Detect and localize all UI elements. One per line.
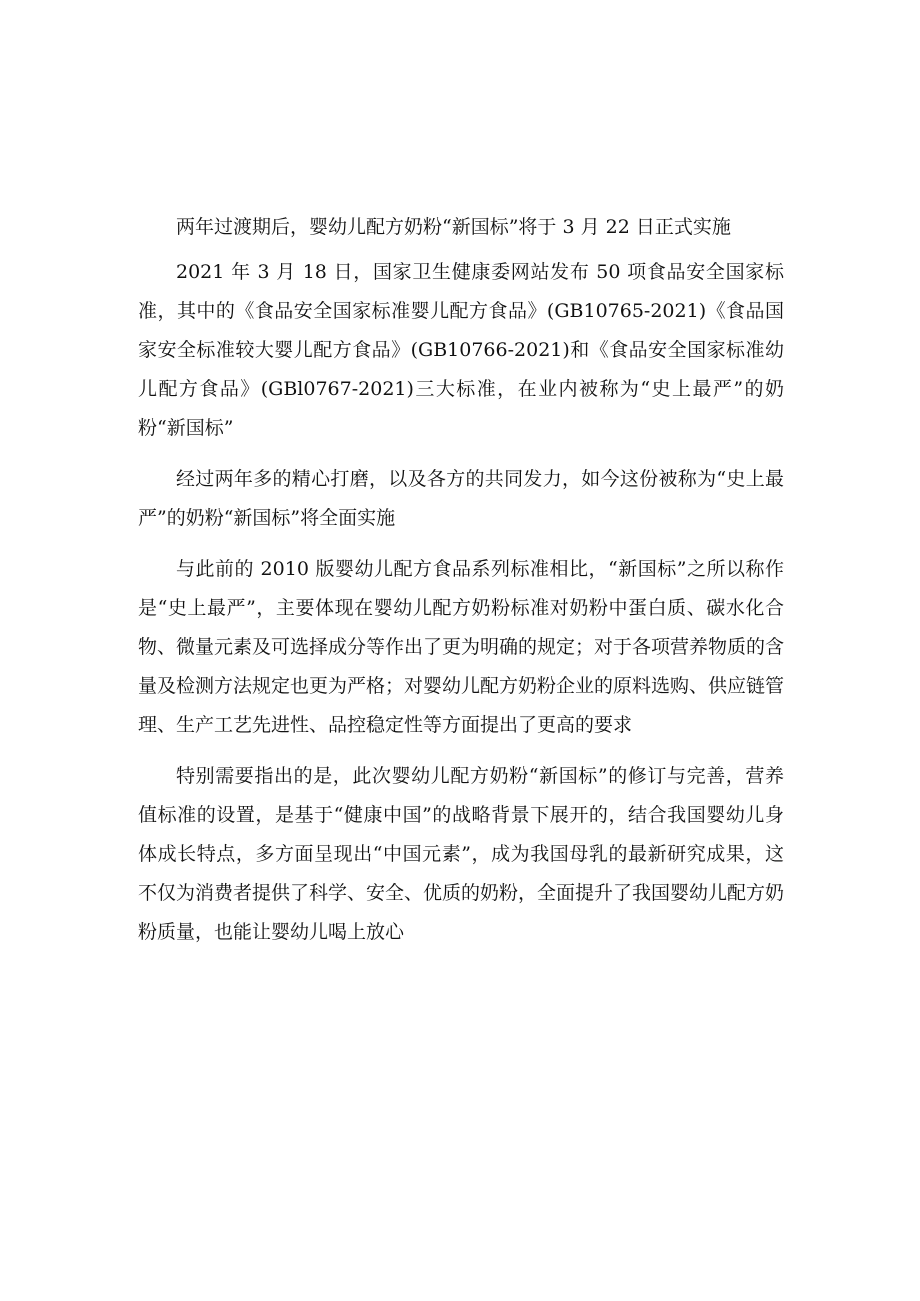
paragraph-2: 经过两年多的精心打磨，以及各方的共同发力，如今这份被称为“史上最严”的奶粉“新国标”将全面实施 bbox=[138, 468, 784, 529]
document-body bbox=[138, 208, 784, 964]
paragraph-4: 特别需要指出的是，此次婴幼儿配方奶粉“新国标”的修订与完善，营养值标准的设置，是基于“健康中国”的战略背景下展开的，结合我国婴幼儿身体成长特点，多方面呈现出“中国元素”，成为我国母乳的最新研究成果，这不仅为消费者提供了科学、安全、优质的奶粉，全面提升了我国婴幼儿配方奶粉质量，也能让婴幼儿喝上放心 bbox=[138, 765, 785, 943]
paragraph-1: 2021 年 3 月 18 日，国家卫生健康委网站发布 50 项食品安全国家标准，其中的《食品安全国家标准婴儿配方食品》(GB10765-2021)《食品国家安全标准较大婴儿配方食品》(GB10766-2021)和《食品安全国家标准幼儿配方食品》(GBl0767-2021)三大标准，在业内被称为“史上最严”的奶粉“新国标” bbox=[138, 261, 784, 439]
paragraph-3: 与此前的 2010 版婴幼儿配方食品系列标准相比，“新国标”之所以称作是“史上最严”，主要体现在婴幼儿配方奶粉标准对奶粉中蛋白质、碳水化合物、微量元素及可选择成分等作出了更为明确的规定；对于各项营养物质的含量及检测方法规定也更为严格；对婴幼儿配方奶粉企业的原料选购、供应链管理、生产工艺先进性、品控稳定性等方面提出了更高的要求 bbox=[138, 558, 785, 736]
headline: 两年过渡期后，婴幼儿配方奶粉“新国标”将于 3 月 22 日正式实施 bbox=[176, 216, 731, 238]
